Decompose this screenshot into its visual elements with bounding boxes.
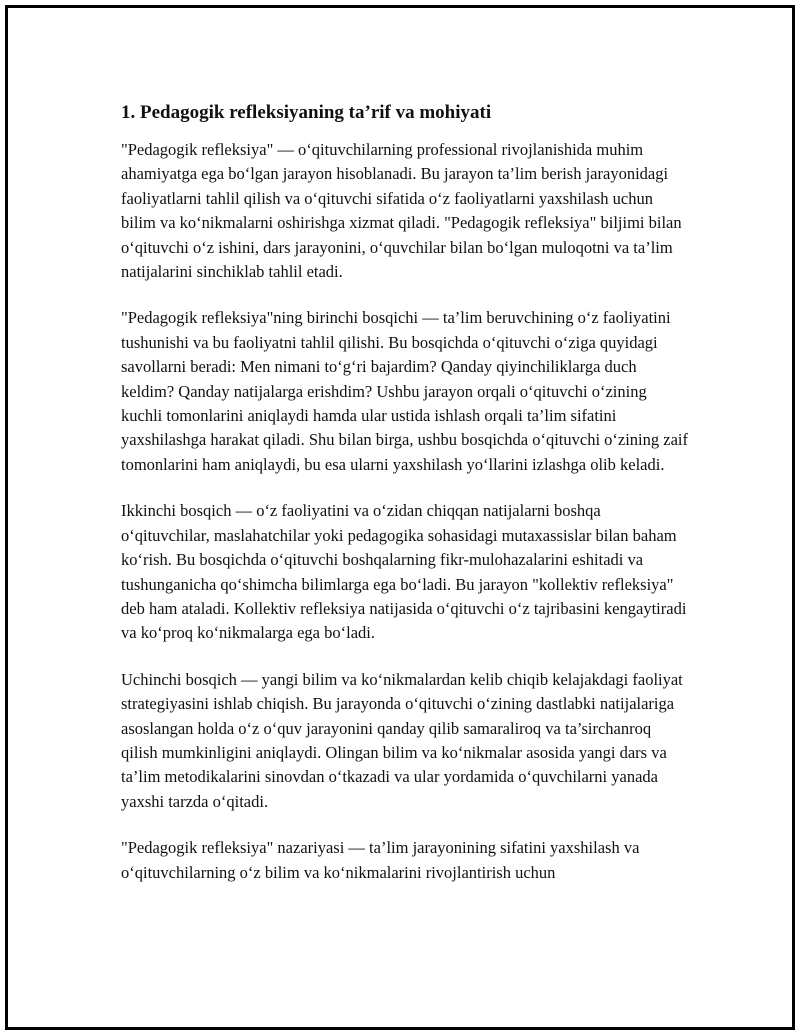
paragraph-2: "Pedagogik refleksiya"ning birinchi bosqichi — ta’lim beruvchining o‘z faoliyatini tushunishi va bu faoliyatni tahlil qilishi. Bu bosqichda o‘qituvchi o‘ziga quyidagi savollarni beradi: Men nimani to‘g‘ri bajardim? Qanday qiyinchiliklarga duch keldim? Qanday natijalarga erishdim? Ushbu jarayon orqali o‘qituvchi o‘zining kuchli tomonlarini aniqlaydi hamda ular ustida ishlash orqali ta’lim sifatini yaxshilashga harakat qiladi. Shu bilan birga, ushbu bosqichda o‘qituvchi o‘zining zaif tomonlarini ham aniqlaydi, bu esa ularni yaxshilash yo‘llarini izlashga olib keladi. [121, 308, 688, 474]
paragraph-4: Uchinchi bosqich — yangi bilim va ko‘nikmalardan kelib chiqib kelajakdagi faoliyat strategiyasini ishlab chiqish. Bu jarayonda o‘qituvchi o‘zining dastlabki natijalariga asoslangan holda o‘z o‘quv jarayonini qanday qilib samaraliroq va ta’sirchanroq qilish mumkinligini aniqlaydi. Olingan bilim va ko‘nikmalar asosida yangi dars va ta’lim metodikalarini sinovdan o‘tkazadi va ular yordamida o‘quvchilarni yanada yaxshi tarzda o‘qitadi. [121, 669, 683, 811]
paragraph-5: "Pedagogik refleksiya" nazariyasi — ta’lim jarayonining sifatini yaxshilash va o‘qituvchilarning o‘z bilim va ko‘nikmalarini rivojlantirish uchun [121, 838, 640, 882]
section-heading: 1. Pedagogik refleksiyaning ta’rif va mohiyati [121, 102, 492, 123]
paragraph-1: "Pedagogik refleksiya" — o‘qituvchilarning professional rivojlanishida muhim ahamiyatga ega bo‘lgan jarayon hisoblanadi. Bu jarayon ta’lim berish jarayonidagi faoliyatlarni tahlil qilish va o‘qituvchi sifatida o‘z faoliyatlarni yaxshilash uchun bilim va ko‘nikmalarni oshirishga xizmat qiladi. "Pedagogik refleksiya" biljimi bilan o‘qituvchi o‘z ishini, dars jarayonini, o‘quvchilar bilan bo‘lgan muloqotni va ta’lim natijalarini sinchiklab tahlil etadi. [121, 140, 682, 282]
document-body [121, 101, 691, 907]
paragraph-3: Ikkinchi bosqich — o‘z faoliyatini va o‘zidan chiqqan natijalarni boshqa o‘qituvchilar, maslahatchilar yoki pedagogika sohasidagi mutaxassislar bilan baham ko‘rish. Bu bosqichda o‘qituvchi boshqalarning fikr-mulohazalarini eshitadi va tushunganicha qo‘shimcha bilimlarga ega bo‘ladi. Bu jarayon "kollektiv refleksiya" deb ham ataladi. Kollektiv refleksiya natijasida o‘qituvchi o‘z tajribasini kengaytiradi va ko‘proq ko‘nikmalarga ega bo‘ladi. [121, 501, 687, 643]
page-border [5, 5, 795, 1030]
